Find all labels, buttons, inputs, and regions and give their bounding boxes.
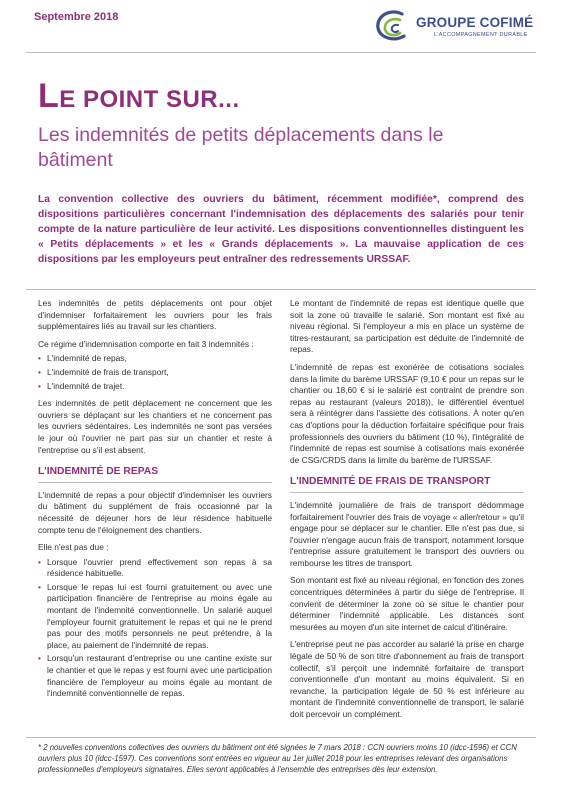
square-bullet-icon: •: [38, 556, 41, 567]
footnote: * 2 nouvelles conventions collectives des ouvriers du bâtiment ont été signées le 7 mars 2018 : CCN ouvriers moins 10 (idcc-1596) et CCN ouvriers plus 10 (idcc-1597). Ces conventions sont entrées en vigueur au 1er juillet 2018 pour les entreprises relevant des organisations professionnelles d'employeurs signataires. Elles seront applicables à l'ensemble des entreprises dès leur extension.: [38, 743, 517, 774]
paragraph: Son montant est fixé au niveau régional, en fonction des zones concentriques déterminées à partir du siège de l'entreprise. Il convient de déterminer la zone où se situe le chantier pour déterminer l'indemnité applicable. Les distances sont mesurées au moyen d'un site internet de calcul d'itinéraire.: [290, 575, 524, 632]
title-rest: E POINT SUR...: [59, 86, 240, 113]
section-heading-repas: L'INDEMNITÉ DE REPAS: [38, 466, 272, 483]
square-bullet-icon: •: [38, 581, 41, 592]
page-title: [38, 77, 240, 116]
paragraph: L'indemnité de repas est exonérée de cotisations sociales dans la limite du barème URSSAF (9,10 € pour un repas sur le chantier ou 18,60 € si le salarié est contraint de prendre son repas au restaurant (valeurs 2018)), le différentiel éventuel sera à réintégrer dans l'assiette des cotisations. À noter qu'en cas d'options pour la déduction forfaitaire spécifique pour frais professionnels des ouvriers du bâtiment (10 %), l'intégralité de l'indemnité de repas est soumise à cotisations mais exonérée de CSG/CRDS dans la limite du barème de l'URSSAF.: [290, 361, 524, 465]
intro-divider: [26, 289, 536, 290]
right-column: [290, 298, 524, 727]
list-item: • Lorsque le repas lui est fourni gratuitement ou avec une participation financière de l'entreprise au moins égale au montant de l'indemnité conventionnelle. Un salarié auquel l'employeur fournit gratuitement le repas et qui ne le prend pas pour des motifs personnels ne peut prétendre, à la place, au paiement de l'indemnité de repas.: [38, 581, 272, 650]
issue-date: Septembre 2018: [34, 11, 119, 23]
paragraph: Le montant de l'indemnité de repas est identique quelle que soit la zone où travaille le salarié. Son montant est fixé au niveau régional. Si l'employeur a mis en place un système de titres-restaurant, sa participation est déduite de l'indemnité de repas.: [290, 298, 524, 355]
list-item: • L'indemnité de frais de transport,: [38, 366, 169, 377]
section-heading-transport: L'INDEMNITÉ DE FRAIS DE TRANSPORT: [290, 476, 524, 493]
footnote-divider: [26, 737, 536, 738]
list-item: • L'indemnité de trajet.: [38, 380, 125, 391]
list-item: • Lorsque l'ouvrier prend effectivement son repas à sa résidence habituelle.: [38, 556, 272, 579]
page-subtitle: Les indemnités de petits déplacements dans le bâtiment: [38, 124, 444, 171]
square-bullet-icon: •: [38, 380, 41, 391]
indemnity-list: [38, 353, 272, 392]
title-initial: L: [38, 77, 60, 115]
paragraph: L'entreprise peut ne pas accorder au salarié la prise en charge légale de 50 % de son titre d'abonnement au frais de transport collectif, s'il perçoit une indemnité forfaitaire de transport conventionnelle d'un montant au moins équivalent. Si en revanche, la participation légale de 50 % est inférieure au montant de l'indemnité conventionnelle de transport, le salarié doit percevoir un complément.: [290, 639, 524, 719]
exclusion-list: [38, 557, 272, 700]
paragraph: L'indemnité journalière de frais de transport dédommage forfaitairement l'ouvrier des frais de voyage « aller/retour » qu'il engage pour se déplacer sur le chantier. Elle n'est pas due, si l'ouvrier n'engage aucun frais de transport, notamment lorsque l'entreprise assure gratuitement le transport des ouvriers ou rembourse les titres de transport.: [290, 499, 524, 568]
list-item: • Lorsqu'un restaurant d'entreprise ou une cantine existe sur le chantier et que le repas y est fourni avec une participation financière de l'employeur au moins égale au montant de l'indemnité conventionnelle de repas.: [38, 653, 272, 699]
paragraph: Elle n'est pas due :: [38, 542, 109, 553]
intro-paragraph: La convention collective des ouvriers du bâtiment, récemment modifiée*, comprend des dispositions particulières concernant l'indemnisation des déplacements des salariés pour tenir compte de la nature particulière de leur activité. Les dispositions conventionnelles distinguent les « Petits déplacements » et les « Grands déplacements ». La mauvaise application de ces dispositions par les employeurs peut entraîner des redressements URSSAF.: [38, 194, 524, 265]
company-logo: [372, 8, 532, 48]
paragraph: L'indemnité de repas a pour objectif d'indemniser les ouvriers du bâtiment du supplément de frais occasionné par la nécessité de déjeuner hors de leur résidence habituelle compte tenu de l'éloignement des chantiers.: [38, 489, 272, 535]
logo-tagline: L'ACCOMPAGNEMENT DURABLE: [434, 32, 528, 38]
list-item: • L'indemnité de repas,: [38, 353, 127, 364]
paragraph: Ce régime d'indemnisation comporte en fait 3 indemnités :: [38, 338, 254, 349]
paragraph: Les indemnités de petits déplacements ont pour objet d'indemniser forfaitairement les ouvriers pour les frais supplémentaires liés au travail sur les chantiers.: [38, 298, 272, 332]
cofime-swirl-logo-icon: [372, 8, 416, 44]
logo-name: GROUPE COFIMÉ: [416, 15, 534, 30]
paragraph: Les indemnités de petit déplacement ne concernent que les ouvriers se déplaçant sur les chantiers et ne concernent pas les ouvriers sédentaires. Les indemnités ne sont pas versées le jour où l'ouvrier ne part pas sur un chantier et reste à l'entreprise ou s'il est absent.: [38, 398, 272, 455]
square-bullet-icon: •: [38, 653, 41, 664]
square-bullet-icon: •: [38, 366, 41, 377]
left-column: [38, 298, 272, 706]
square-bullet-icon: •: [38, 353, 41, 364]
header-divider: [26, 52, 536, 53]
